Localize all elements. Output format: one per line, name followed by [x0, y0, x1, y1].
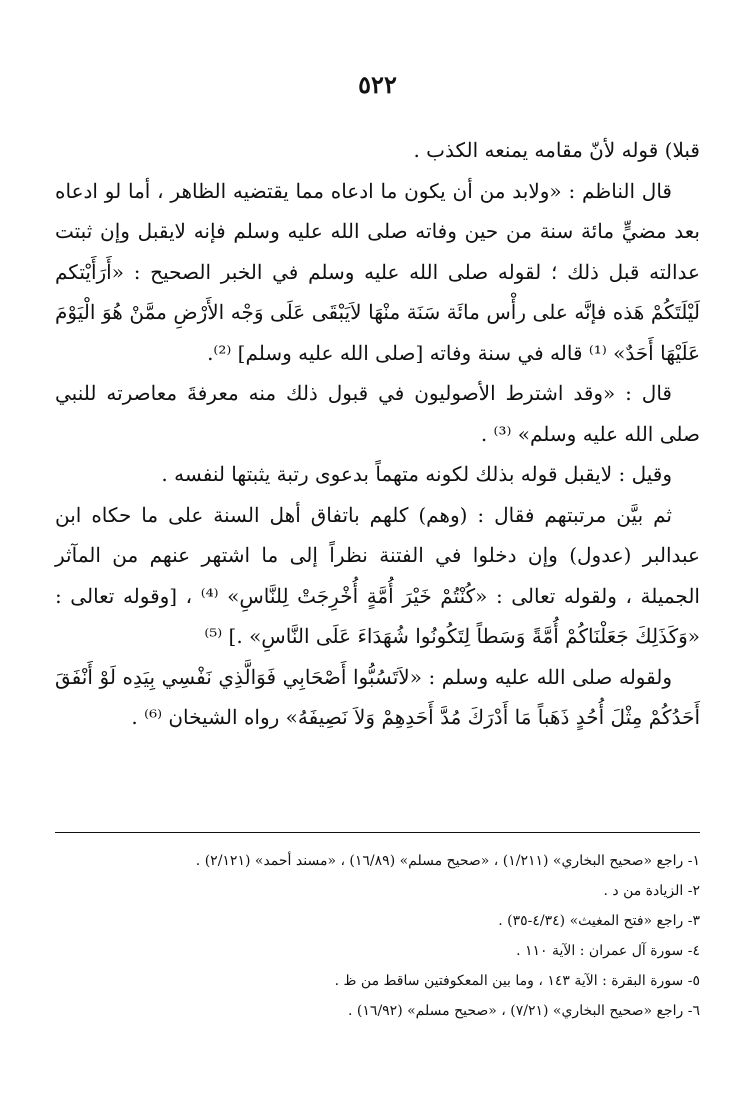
- footnote: ١- راجع «صحيح البخاري» (١/٢١١) ، «صحيح مسلم» (١٦/٨٩) ، «مسند أحمد» (٢/١٢١) .: [195, 853, 700, 869]
- paragraph: قال الناظم : «ولابد من أن يكون ما ادعاه مما يقتضيه الظاهر ، أما لو ادعاه بعد مضيٍّ مائة سنة من حين وفاته صلى الله عليه وسلم فإنه لايقبل وإن ثبتت عدالته قبل ذلك ؛ لقوله صلى الله عليه وسلم في الخبر الصحيح : «أَرَأَيْتكم لَيْلَتَكُمْ هَذه فإنَّه على رأْس مائَة سَنَة منْهَا لاَيَبْقَى عَلَى وَجْه الأَرْضِ ممَّنْ هُوَ الْيَوْمَ عَلَيْهَا أَحَدٌ» ⁽¹⁾ قاله في سنة وفاته [صلى الله عليه وسلم] ⁽²⁾.: [55, 178, 700, 365]
- paragraph: ثم بيَّن مرتبتهم فقال : (وهم) كلهم باتفاق أهل السنة على ما حكاه ابن عبدالبر (عدول) وإن دخلوا في الفتنة نظراً إلى ما اشتهر عنهم من المآثر الجميلة ، ولقوله تعالى : «كُنْتُمْ خَيْرَ أُمَّةٍ أُخْرِجَتْ لِلنَّاسِ» ⁽⁴⁾ ، [وقوله تعالى : «وَكَذَلِكَ جَعَلْنَاكُمْ أُمَّةً وَسَطاً لِتَكُونُوا شُهَدَاءَ عَلَى النَّاسِ» .] ⁽⁵⁾: [55, 502, 700, 648]
- footnote: ٣- راجع «فتح المغيث» (٤/٣٤-٣٥) .: [498, 913, 700, 929]
- page-number: ٥٢٢: [358, 70, 397, 99]
- footnotes: [55, 846, 700, 1026]
- footnote: ٥- سورة البقرة : الآية ١٤٣ ، وما بين المعكوفتين ساقط من ظ .: [334, 973, 700, 989]
- footnote: ٤- سورة آل عمران : الآية ١١٠ .: [516, 943, 700, 959]
- footnote-divider: [55, 832, 700, 833]
- paragraph: قال : «وقد اشترط الأصوليون في قبول ذلك منه معرفةَ معاصرته للنبي صلى الله عليه وسلم» ⁽³⁾ .: [55, 381, 700, 446]
- paragraph: وقيل : لايقبل قوله بذلك لكونه متهماً بدعوى رتبة يثبتها لنفسه .: [161, 462, 672, 486]
- main-text: [55, 130, 700, 738]
- paragraph: ولقوله صلى الله عليه وسلم : «لاَتَسُبُّوا أَصْحَابِي فَوَالَّذِي نَفْسِي بِيَدِه لَوْ أَنْفَقَ أَحَدُكُمْ مِثْلَ أُحُدٍ ذَهَباً مَا أَدْرَكَ مُدَّ أَحَدِهِمْ وَلاَ نَصِيفَهُ» رواه الشيخان ⁽⁶⁾ .: [55, 664, 700, 729]
- paragraph: قبلا) قوله لأنّ مقامه يمنعه الكذب .: [413, 138, 700, 162]
- footnote: ٢- الزيادة من د .: [603, 883, 700, 899]
- footnote: ٦- راجع «صحيح البخاري» (٧/٢١) ، «صحيح مسلم» (١٦/٩٢) .: [348, 1003, 700, 1019]
